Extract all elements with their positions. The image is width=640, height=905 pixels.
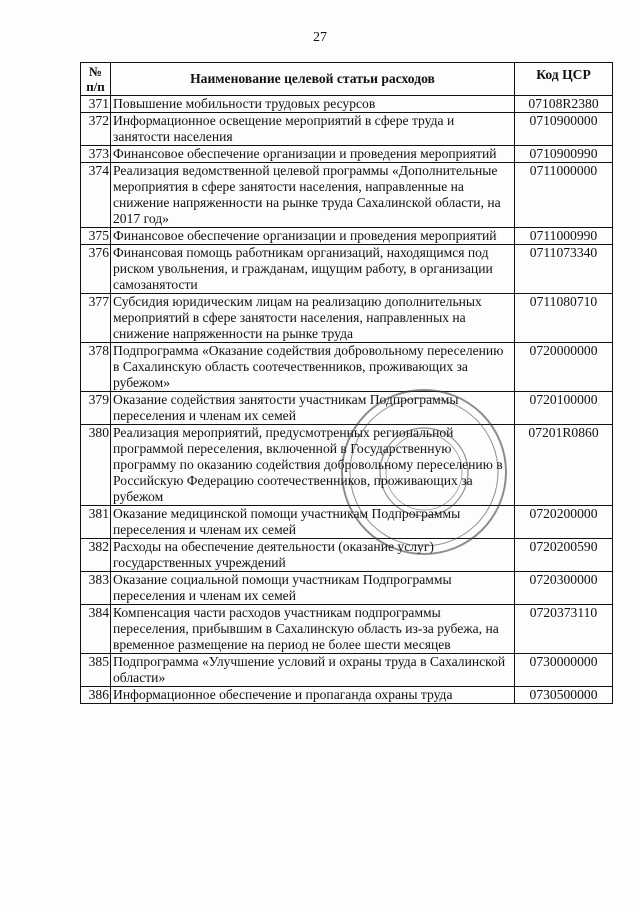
row-csr-code: 0730000000 xyxy=(515,654,613,687)
row-expense-name: Финансовое обеспечение организации и проведения мероприятий xyxy=(111,146,515,163)
row-csr-code: 07201R0860 xyxy=(515,425,613,506)
row-expense-name: Информационное обеспечение и пропаганда охраны труда xyxy=(111,687,515,704)
row-expense-name: Оказание медицинской помощи участникам Подпрограммы переселения и членам их семей xyxy=(111,506,515,539)
row-number: 371 xyxy=(81,96,111,113)
table-row xyxy=(81,146,613,163)
row-expense-name: Реализация ведомственной целевой программы «Дополнительные мероприятия в сфере занятости населения, направленные на снижение напряженности на рынке труда Сахалинской области, на 2017 год» xyxy=(111,163,515,228)
row-expense-name: Оказание социальной помощи участникам Подпрограммы переселения и членам их семей xyxy=(111,572,515,605)
table-header-row xyxy=(81,63,613,96)
row-csr-code: 0730500000 xyxy=(515,687,613,704)
row-expense-name: Расходы на обеспечение деятельности (оказание услуг) государственных учреждений xyxy=(111,539,515,572)
row-number: 372 xyxy=(81,113,111,146)
table-row xyxy=(81,687,613,704)
row-expense-name: Финансовая помощь работникам организаций, находящимся под риском увольнения, и гражданам, ищущим работу, в организации самозанятости xyxy=(111,245,515,294)
row-number: 385 xyxy=(81,654,111,687)
row-csr-code: 0711073340 xyxy=(515,245,613,294)
row-expense-name: Повышение мобильности трудовых ресурсов xyxy=(111,96,515,113)
row-number: 379 xyxy=(81,392,111,425)
table-row xyxy=(81,392,613,425)
table-row xyxy=(81,605,613,654)
table-row xyxy=(81,294,613,343)
page-number: 27 xyxy=(313,30,327,45)
budget-table xyxy=(80,62,613,704)
row-csr-code: 0710900000 xyxy=(515,113,613,146)
table-row xyxy=(81,228,613,245)
header-number-symbol: № xyxy=(88,64,103,79)
row-csr-code: 07108R2380 xyxy=(515,96,613,113)
row-csr-code: 0711000990 xyxy=(515,228,613,245)
table-row xyxy=(81,245,613,294)
table-row xyxy=(81,113,613,146)
row-number: 377 xyxy=(81,294,111,343)
row-csr-code: 0711000000 xyxy=(515,163,613,228)
row-csr-code: 0720100000 xyxy=(515,392,613,425)
row-expense-name: Оказание содействия занятости участникам Подпрограммы переселения и членам их семей xyxy=(111,392,515,425)
header-code: Код ЦСР xyxy=(515,63,613,96)
row-number: 382 xyxy=(81,539,111,572)
table-row xyxy=(81,572,613,605)
table-row xyxy=(81,506,613,539)
row-number: 376 xyxy=(81,245,111,294)
row-number: 373 xyxy=(81,146,111,163)
header-name: Наименование целевой статьи расходов xyxy=(111,63,515,96)
row-number: 374 xyxy=(81,163,111,228)
row-csr-code: 0720000000 xyxy=(515,343,613,392)
row-expense-name: Подпрограмма «Оказание содействия добровольному переселению в Сахалинскую область соотечественников, проживающих за рубежом» xyxy=(111,343,515,392)
row-expense-name: Компенсация части расходов участникам подпрограммы переселения, прибывшим в Сахалинскую область из-за рубежа, на временное размещение на период не более шести месяцев xyxy=(111,605,515,654)
row-number: 386 xyxy=(81,687,111,704)
table-row xyxy=(81,425,613,506)
row-csr-code: 0711080710 xyxy=(515,294,613,343)
table-row xyxy=(81,654,613,687)
row-csr-code: 0710900990 xyxy=(515,146,613,163)
table-row xyxy=(81,343,613,392)
row-csr-code: 0720300000 xyxy=(515,572,613,605)
row-number: 381 xyxy=(81,506,111,539)
row-number: 375 xyxy=(81,228,111,245)
row-number: 383 xyxy=(81,572,111,605)
table-body xyxy=(81,96,613,704)
row-number: 384 xyxy=(81,605,111,654)
row-csr-code: 0720200590 xyxy=(515,539,613,572)
row-expense-name: Реализация мероприятий, предусмотренных региональной программой переселения, включенной в Государственную программу по оказанию содействия добровольному переселению в Российскую Федерацию соотечественников, проживающих за рубежом xyxy=(111,425,515,506)
row-number: 378 xyxy=(81,343,111,392)
table-row xyxy=(81,163,613,228)
table-row xyxy=(81,539,613,572)
header-number xyxy=(81,63,111,96)
row-expense-name: Финансовое обеспечение организации и проведения мероприятий xyxy=(111,228,515,245)
row-expense-name: Подпрограмма «Улучшение условий и охраны труда в Сахалинской области» xyxy=(111,654,515,687)
row-expense-name: Субсидия юридическим лицам на реализацию дополнительных мероприятий в сфере занятости населения, направленных на снижение напряженности на рынке труда xyxy=(111,294,515,343)
row-csr-code: 0720200000 xyxy=(515,506,613,539)
row-expense-name: Информационное освещение мероприятий в сфере труда и занятости населения xyxy=(111,113,515,146)
row-csr-code: 0720373110 xyxy=(515,605,613,654)
header-number-abbr: п/п xyxy=(86,79,105,94)
row-number: 380 xyxy=(81,425,111,506)
table-row xyxy=(81,96,613,113)
